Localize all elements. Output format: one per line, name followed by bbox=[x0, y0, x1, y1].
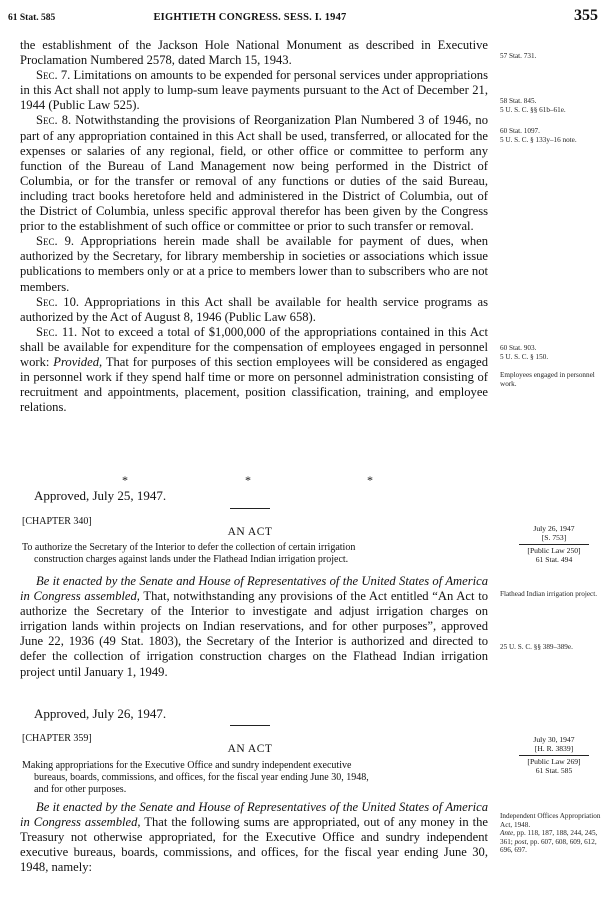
margin-note-line: 60 Stat. 903. bbox=[500, 344, 537, 352]
section-text: Limitations on amounts to be expended for personal services under appropriations in this Act shall not apply to lump-sum leave payments pursuant to the Act of December 21, 1944 (Public Law 525). bbox=[20, 68, 488, 113]
margin-note bbox=[500, 812, 608, 855]
section-break-stars bbox=[0, 473, 612, 487]
chapter-label: [CHAPTER 340] bbox=[22, 516, 92, 527]
stamp-date: July 30, 1947 bbox=[533, 735, 575, 744]
enactment-stamp bbox=[500, 735, 608, 775]
margin-note-italic: post, bbox=[514, 837, 529, 846]
section-8 bbox=[20, 113, 488, 234]
divider bbox=[230, 508, 270, 509]
star: * bbox=[245, 473, 251, 487]
proviso-italic: Provided, bbox=[53, 354, 103, 369]
act-title-line: Making appropriations for the Executive Office and sundry independent executive bbox=[22, 760, 352, 771]
page-number: 355 bbox=[574, 7, 598, 24]
an-act-heading: AN ACT bbox=[227, 743, 273, 755]
margin-note-line: 5 U. S. C. § 150. bbox=[500, 352, 549, 361]
margin-note-italic: Ante, bbox=[500, 829, 515, 838]
enacting-text: That, notwithstanding any provisions of the Act entitled “An Act to authorize the Secretary of the Interior to investigate and adjust irrigation charges on irrigation lands within projects on Indian reservations, and for other purposes”, approved June 22, 1936 (49 Stat. 1803), the Secretary of the Interior is authorized and directed to defer the collection of irrigation construction charges on the Flathead Indian irrigation project until January 1, 1949. bbox=[20, 589, 488, 679]
section-7 bbox=[20, 68, 488, 113]
act-title-line: construction charges against lands under the Flathead Indian irrigation project. bbox=[34, 554, 349, 565]
star: * bbox=[367, 473, 373, 487]
margin-note bbox=[500, 344, 608, 361]
act-title bbox=[22, 760, 488, 796]
margin-note: Employees engaged in personnel work. bbox=[500, 371, 595, 388]
an-act-heading: AN ACT bbox=[227, 526, 273, 538]
approval-date: Approved, July 25, 1947. bbox=[34, 488, 167, 503]
margin-note-text: pp. 118, 187, 188, 244, 245, 361; bbox=[500, 829, 598, 846]
margin-note: Flathead Indian irrigation project. bbox=[500, 590, 597, 598]
section-10 bbox=[20, 295, 488, 325]
section-text: Appropriations in this Act shall be available for health service programs as authorized by the Act of August 8, 1946 (Public Law 658). bbox=[20, 294, 489, 324]
act-title bbox=[22, 542, 488, 566]
stamp-bill: [S. 753] bbox=[541, 533, 567, 542]
statute-citation: 61 Stat. 585 bbox=[8, 13, 56, 23]
section-label: Sec. 7. bbox=[36, 68, 71, 83]
page-header bbox=[0, 6, 612, 26]
chapter-label: [CHAPTER 359] bbox=[22, 733, 92, 744]
stamp-divider bbox=[519, 544, 589, 545]
act-title-line: and for other purposes. bbox=[34, 784, 127, 795]
section-text: Appropriations herein made shall be available for payment of dues, when authorized by the Secretary, for library membership in societies or associations which issue publications to members only or at a price to members lower than to subscribers who are not members. bbox=[20, 234, 488, 294]
margin-note-line: 58 Stat. 845. bbox=[500, 97, 537, 105]
body-text-ch340 bbox=[20, 574, 488, 680]
running-head: EIGHTIETH CONGRESS. SESS. I. 1947 bbox=[153, 12, 347, 23]
enacting-italic: Be it enacted by the Senate and House of Representatives of the United States of America in Congress assembled, bbox=[20, 574, 488, 604]
stamp-public-law: [Public Law 269] bbox=[527, 757, 581, 766]
body-text-ch359 bbox=[20, 800, 488, 875]
section-label: Sec. 9. bbox=[36, 234, 75, 249]
stamp-statute: 61 Stat. 585 bbox=[535, 766, 573, 775]
margin-note: 25 U. S. C. §§ 389–389e. bbox=[500, 643, 573, 651]
margin-note-line bbox=[500, 829, 608, 855]
margin-note-line: 5 U. S. C. § 133y–16 note. bbox=[500, 135, 577, 144]
approval-date: Approved, July 26, 1947. bbox=[34, 706, 167, 721]
stamp-public-law: [Public Law 250] bbox=[527, 546, 581, 555]
margin-note: 57 Stat. 731. bbox=[500, 52, 537, 60]
section-11 bbox=[20, 325, 488, 416]
body-text-top bbox=[20, 38, 488, 415]
section-label: Sec. 10. bbox=[36, 294, 80, 309]
divider bbox=[230, 725, 270, 726]
stamp-statute: 61 Stat. 494 bbox=[535, 555, 573, 564]
stamp-divider bbox=[519, 755, 589, 756]
enacting-text: That the following sums are appropriated, out of any money in the Treasury not otherwise appropriated, for the Executive Office and sundry independent executive bureaus, boards, commissions, and offices, for the fiscal year ending June 30, 1948, namely: bbox=[20, 815, 488, 875]
stamp-date: July 26, 1947 bbox=[533, 524, 575, 533]
section-text-cont: That for purposes of this section employees will be considered as engaged in personnel work if they spend half time or more on personnel administration consisting of recruitment and appointments, placement, position classification, training, and employee relations. bbox=[20, 354, 489, 415]
margin-note-line: 60 Stat. 1097. bbox=[500, 127, 540, 135]
section-text: Not to exceed a total of $1,000,000 of the appropriations contained in this Act shall be available for expenditure for the compensation of employees engaged in personnel work: bbox=[20, 324, 488, 369]
section-label: Sec. 8. bbox=[36, 113, 72, 128]
stamp-bill: [H. R. 3839] bbox=[534, 744, 574, 753]
margin-note-text: pp. 607, 608, 609, 612, 696, 697. bbox=[500, 837, 597, 855]
margin-note bbox=[500, 97, 608, 114]
enacting-italic: Be it enacted by the Senate and House of Representatives of the United States of America in Congress assembled, bbox=[20, 800, 488, 830]
star: * bbox=[122, 473, 128, 487]
enactment-stamp bbox=[500, 524, 608, 564]
act-title-line: To authorize the Secretary of the Interior to defer the collection of certain irrigation bbox=[22, 542, 356, 553]
section-label: Sec. 11. bbox=[36, 324, 78, 339]
paragraph-continuation: the establishment of the Jackson Hole National Monument as described in Executive Proclamation Numbered 2578, dated March 15, 1943. bbox=[20, 38, 488, 68]
section-9 bbox=[20, 234, 488, 294]
enacting-clause bbox=[20, 574, 488, 680]
section-text: Notwithstanding the provisions of Reorganization Plan Numbered 3 of 1946, no part of any appropriation contained in this Act shall be used, transferred, or allocated for the expenses or salaries of any regional, field, or other office or committee to perform any function of the Bureau of Land Management now being performed in the District of Columbia, or for the transfer or removal of any functions or duties of the said Bureau, including tract books heretofore held and administered in the District of Columbia, out of the District of Columbia, unless specific approval therefor has been given by the Congress prior to the establishment of such office or committee or prior to such transfer or removal. bbox=[20, 113, 488, 234]
margin-note bbox=[500, 127, 608, 144]
margin-note-line: Independent Offices Appropriation Act, 1948. bbox=[500, 812, 601, 829]
enacting-clause bbox=[20, 800, 488, 875]
margin-note-line: 5 U. S. C. §§ 61b–61e. bbox=[500, 105, 566, 114]
act-title-line: bureaus, boards, commissions, and offices, for the fiscal year ending June 30, 1948, bbox=[34, 772, 369, 783]
